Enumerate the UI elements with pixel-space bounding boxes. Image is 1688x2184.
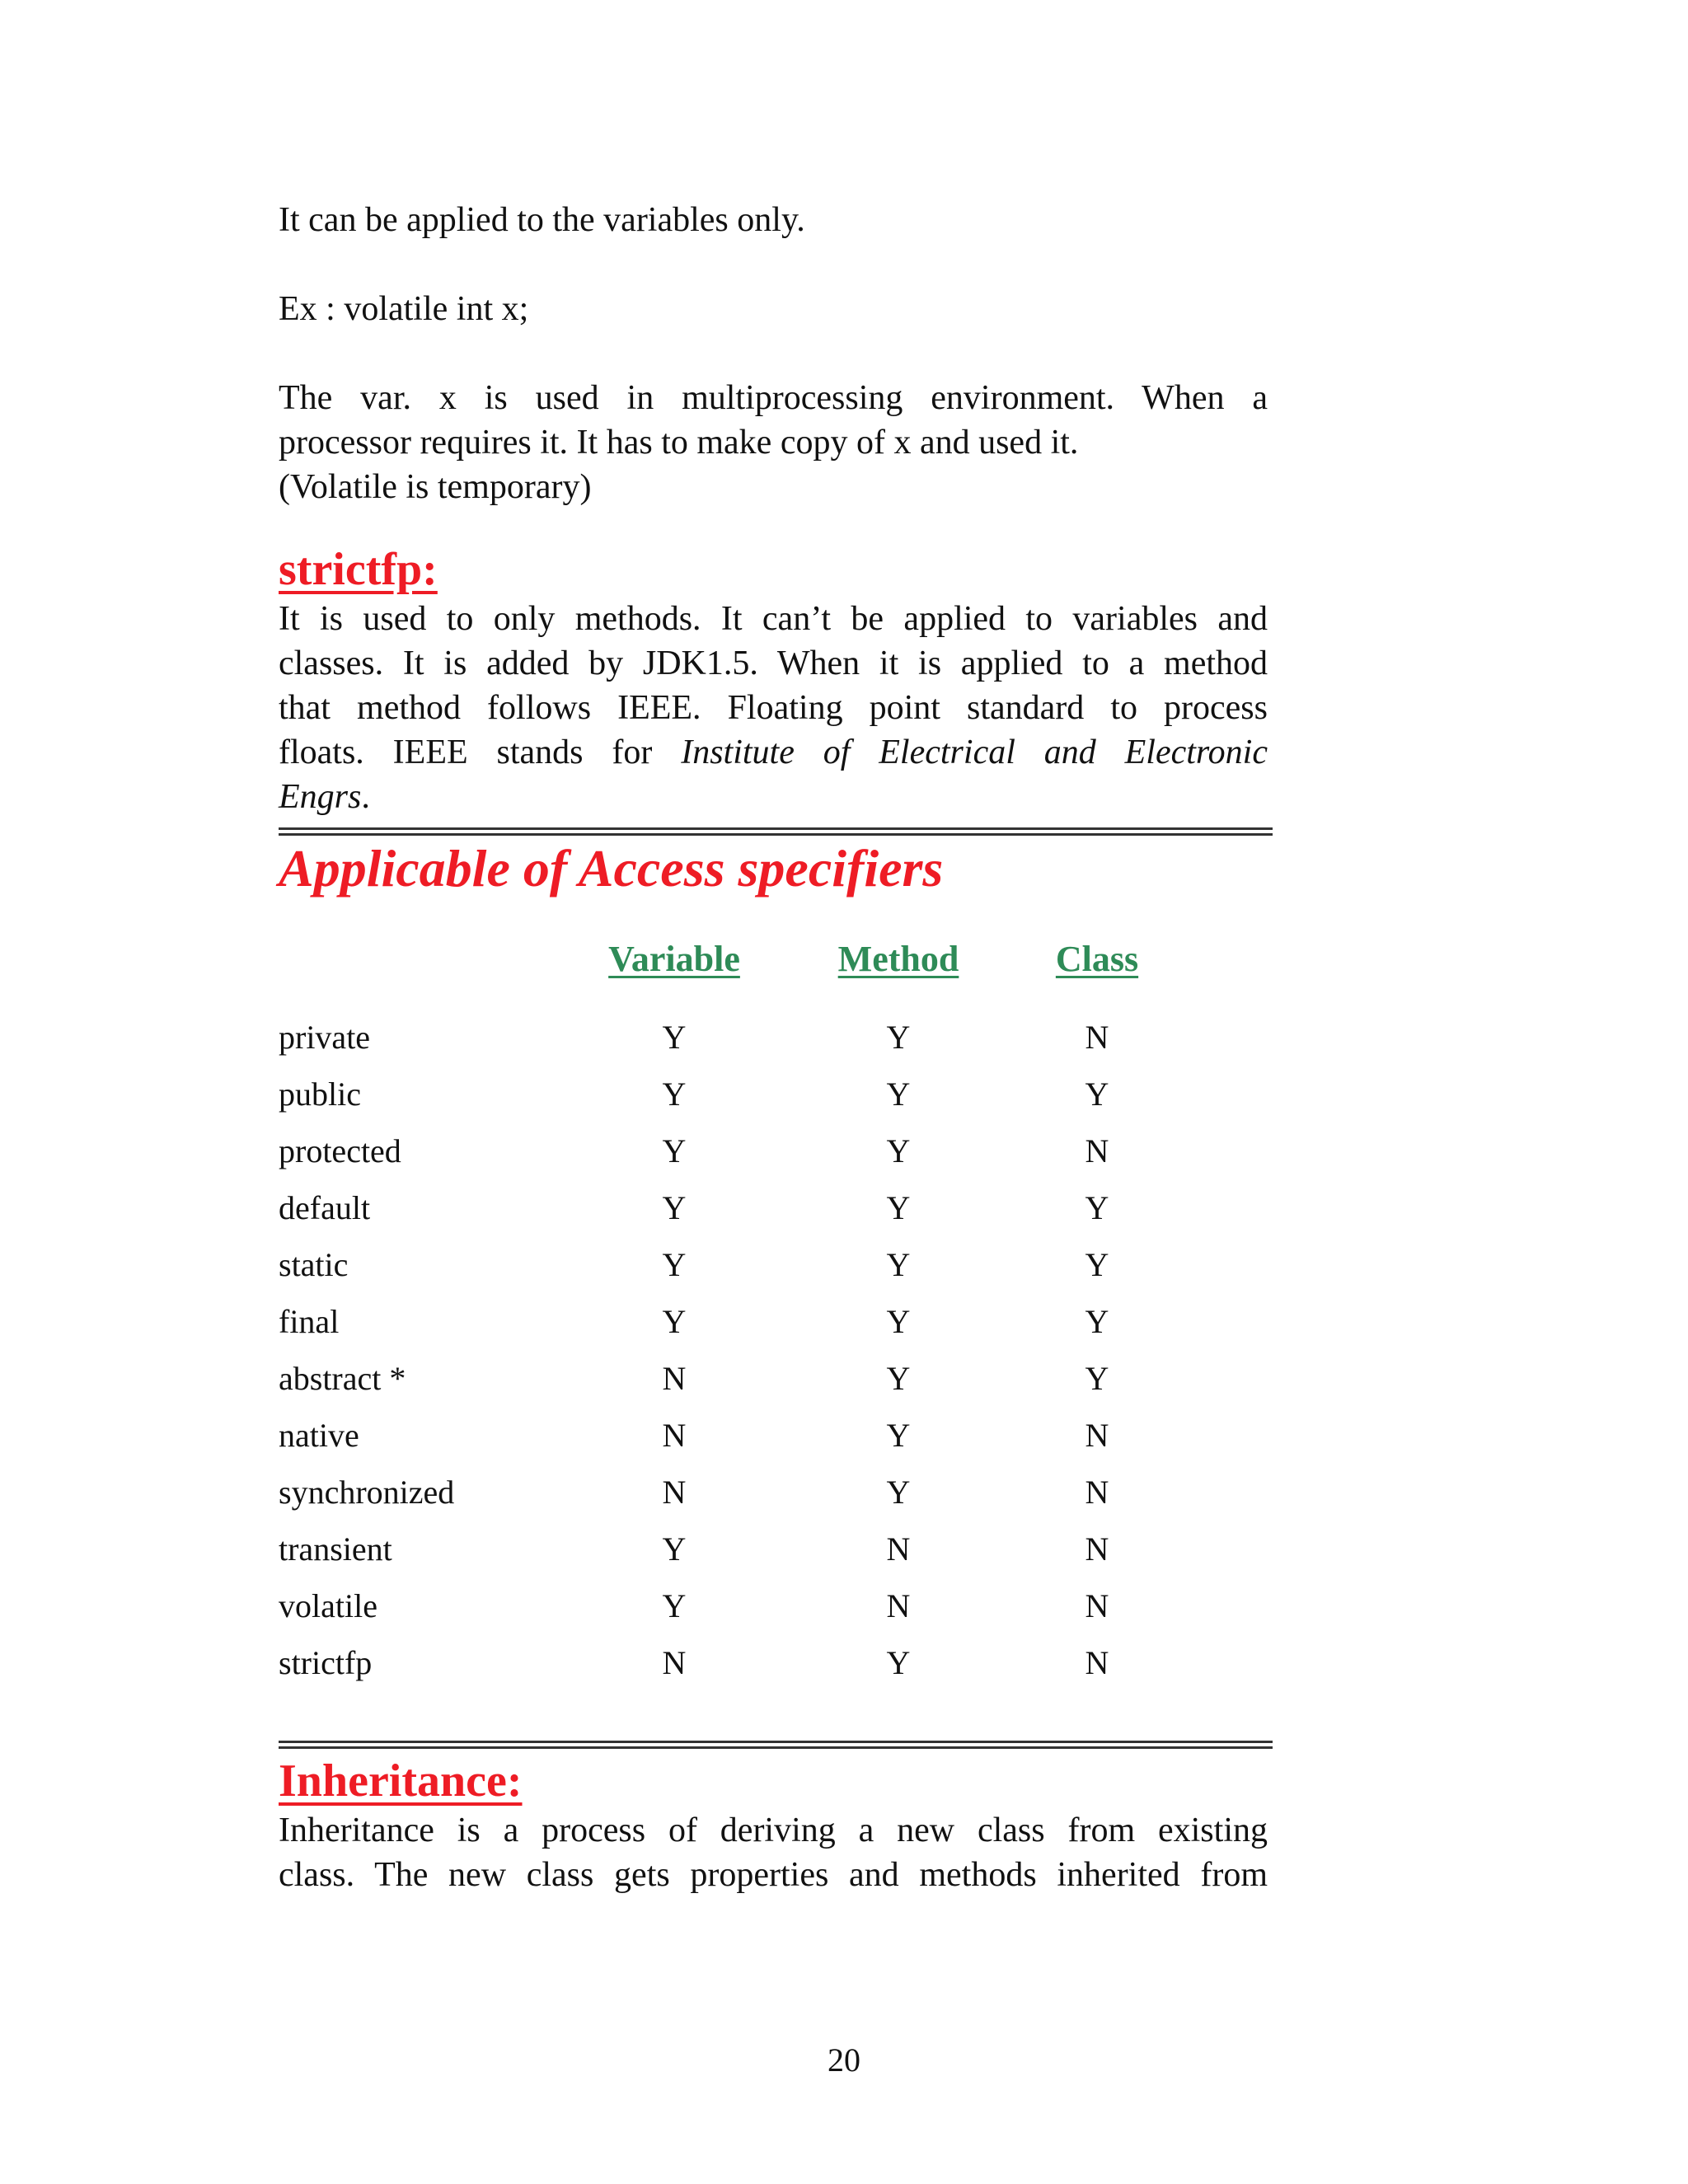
table-cell: N [662, 1360, 687, 1397]
column-header-method: Method [837, 939, 959, 979]
ieee-expansion: Institute of Electrical and Electronic [681, 733, 1268, 771]
table-cell: Y [886, 1360, 911, 1397]
table-cell: N [662, 1644, 687, 1681]
table-cell: Y [662, 1132, 687, 1169]
row-label: public [279, 1076, 361, 1113]
inheritance-heading: Inheritance: [279, 1755, 523, 1807]
table-cell: Y [886, 1303, 911, 1340]
table-cell: Y [662, 1189, 687, 1226]
table-cell: N [662, 1417, 687, 1454]
paragraph-line [279, 730, 1268, 775]
intro-line: It can be applied to the variables only. [279, 201, 805, 239]
table-cell: Y [886, 1132, 911, 1169]
table-row [279, 1122, 1268, 1179]
column-header-class: Class [1055, 939, 1139, 979]
paragraph-text: floats. IEEE stands for [279, 733, 682, 771]
table-cell: Y [1085, 1076, 1109, 1113]
table-cell: Y [1085, 1303, 1109, 1340]
example-line: Ex : volatile int x; [279, 290, 529, 328]
access-specifiers-title: Applicable of Access specifiers [279, 839, 944, 898]
table-cell: N [1085, 1587, 1109, 1624]
table-cell: Y [662, 1303, 687, 1340]
table-cell: Y [1085, 1189, 1109, 1226]
table-cell: Y [662, 1076, 687, 1113]
volatile-paragraph [279, 376, 1268, 509]
table-row [279, 1521, 1268, 1577]
table-cell: Y [662, 1019, 687, 1056]
table-cell: Y [886, 1189, 911, 1226]
table-body [279, 1009, 1268, 1691]
ieee-expansion-end: Engrs [279, 778, 362, 816]
access-specifiers-table [279, 935, 1268, 1691]
page-number: 20 [828, 2041, 860, 2079]
table-row [279, 1634, 1268, 1691]
row-label: static [279, 1246, 349, 1283]
table-cell: Y [662, 1587, 687, 1624]
row-label: final [279, 1303, 340, 1340]
table-row [279, 1179, 1268, 1236]
period: . [361, 778, 370, 816]
row-label: strictfp [279, 1644, 373, 1681]
table-cell: Y [886, 1246, 911, 1283]
paragraph-line: processor requires it. It has to make copy of x and used it. [279, 424, 1079, 462]
column-header-variable: Variable [608, 939, 740, 979]
row-label: abstract * [279, 1360, 406, 1397]
section-divider [279, 1741, 1273, 1749]
row-label: transient [279, 1530, 392, 1568]
paragraph-line: Inheritance is a process of deriving a new class from existing [279, 1811, 1268, 1849]
table-cell: N [662, 1474, 687, 1511]
row-label: protected [279, 1132, 401, 1169]
table-cell: Y [886, 1474, 911, 1511]
table-cell: Y [662, 1530, 687, 1568]
row-label: default [279, 1189, 371, 1226]
paragraph-line: The var. x is used in multiprocessing environment. When a [279, 379, 1268, 417]
table-row [279, 1464, 1268, 1521]
table-cell: N [886, 1587, 911, 1624]
page-content [279, 198, 1268, 1897]
paragraph-line [279, 775, 1268, 819]
table-cell: N [1085, 1019, 1109, 1056]
table-cell: Y [886, 1644, 911, 1681]
table-cell: N [886, 1530, 911, 1568]
row-label: volatile [279, 1587, 377, 1624]
table-cell: N [1085, 1132, 1109, 1169]
strictfp-heading: strictfp: [279, 544, 438, 595]
paragraph-line: (Volatile is temporary) [279, 468, 592, 506]
table-cell: N [1085, 1530, 1109, 1568]
table-cell: Y [886, 1417, 911, 1454]
table-row [279, 1577, 1268, 1634]
strictfp-paragraph [279, 597, 1268, 819]
inheritance-paragraph [279, 1808, 1268, 1897]
row-label: private [279, 1019, 371, 1056]
paragraph-line: It is used to only methods. It can’t be applied to variables and [279, 600, 1268, 638]
table-header [279, 935, 1268, 1009]
table-row [279, 1350, 1268, 1407]
table-row [279, 1407, 1268, 1464]
table-cell: N [1085, 1474, 1109, 1511]
paragraph-line: class. The new class gets properties and methods inherited from [279, 1856, 1268, 1894]
paragraph-line: that method follows IEEE. Floating point standard to process [279, 689, 1268, 727]
table-cell: Y [886, 1076, 911, 1113]
table-cell: Y [1085, 1246, 1109, 1283]
section-divider [279, 827, 1273, 836]
row-label: native [279, 1417, 359, 1454]
row-label: synchronized [279, 1474, 455, 1511]
paragraph-line: classes. It is added by JDK1.5. When it is applied to a method [279, 644, 1268, 682]
table-cell: Y [886, 1019, 911, 1056]
table-row [279, 1293, 1268, 1350]
table-cell: N [1085, 1644, 1109, 1681]
table-row [279, 1066, 1268, 1122]
table-cell: Y [662, 1246, 687, 1283]
table-cell: N [1085, 1417, 1109, 1454]
table-row [279, 1236, 1268, 1293]
table-cell: Y [1085, 1360, 1109, 1397]
table-row [279, 1009, 1268, 1066]
